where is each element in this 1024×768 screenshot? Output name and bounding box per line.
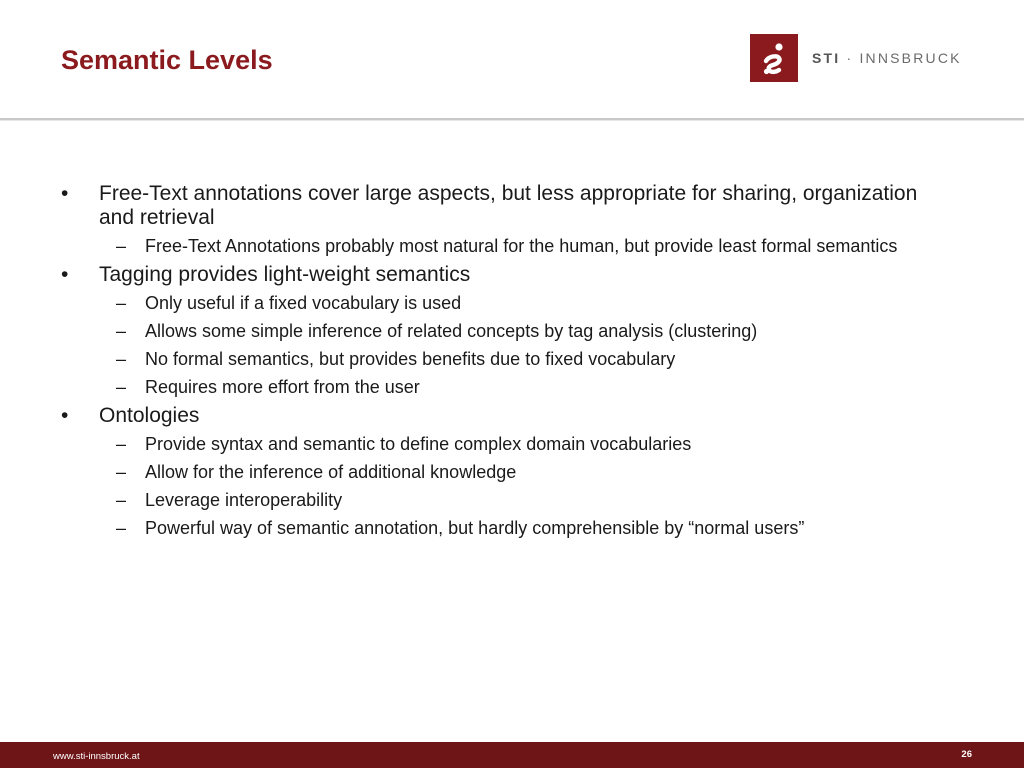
sub-bullet-text: Leverage interoperability — [145, 490, 343, 510]
sub-bullet-item — [0, 433, 1024, 455]
sub-bullet-text: Allows some simple inference of related concepts by tag analysis (clustering) — [145, 321, 758, 341]
sub-bullet-item — [0, 320, 1024, 342]
logo-wordmark — [812, 50, 962, 66]
sub-bullet-marker: – — [116, 321, 127, 341]
sub-bullet-text: Powerful way of semantic annotation, but hardly comprehensible by “normal users” — [145, 518, 805, 538]
sub-bullet-text: Free-Text Annotations probably most natural for the human, but provide least formal semantics — [145, 236, 898, 256]
sub-bullet-item — [0, 292, 1024, 314]
sub-bullet-text: Allow for the inference of additional knowledge — [145, 462, 517, 482]
bullet-item — [0, 182, 1024, 230]
sti-logo-mark-icon — [750, 34, 798, 82]
sti-innsbruck-logo — [750, 34, 962, 82]
sub-bullet-marker: – — [116, 518, 127, 538]
sub-bullet-text: Provide syntax and semantic to define complex domain vocabularies — [145, 434, 692, 454]
footer-bar — [0, 742, 1024, 768]
slide-title: Semantic Levels — [61, 45, 273, 75]
bullet-text: Tagging provides light-weight semantics — [99, 263, 471, 286]
bullet-list — [0, 182, 1024, 545]
sub-bullet-text: Only useful if a fixed vocabulary is used — [145, 293, 462, 313]
sub-bullet-marker: – — [116, 236, 127, 256]
bullet-item — [0, 263, 1024, 287]
bullet-text: Free-Text annotations cover large aspects, but less appropriate for sharing, organization and retrieval — [99, 182, 918, 229]
header-divider — [0, 118, 1024, 120]
bullet-marker: • — [61, 263, 69, 286]
bullet-item — [0, 404, 1024, 428]
logo-wordmark-separator: · — [840, 50, 860, 66]
footer-url-link[interactable]: www.sti-innsbruck.at — [53, 751, 140, 762]
page-number: 26 — [961, 749, 972, 760]
bullet-marker: • — [61, 404, 69, 427]
sub-bullet-item — [0, 517, 1024, 539]
sub-bullet-marker: – — [116, 293, 127, 313]
sub-bullet-item — [0, 376, 1024, 398]
sub-bullet-text: Requires more effort from the user — [145, 377, 420, 397]
sub-bullet-marker: – — [116, 462, 127, 482]
bullet-text: Ontologies — [99, 404, 200, 427]
bullet-marker: • — [61, 182, 69, 205]
sub-bullet-marker: – — [116, 349, 127, 369]
logo-wordmark-innsbruck: INNSBRUCK — [859, 50, 962, 66]
sub-bullet-item — [0, 235, 1024, 257]
logo-wordmark-sti: STI — [812, 50, 841, 66]
sub-bullet-marker: – — [116, 377, 127, 397]
sub-bullet-item — [0, 461, 1024, 483]
sub-bullet-marker: – — [116, 434, 127, 454]
sub-bullet-item — [0, 348, 1024, 370]
sub-bullet-item — [0, 489, 1024, 511]
sub-bullet-marker: – — [116, 490, 127, 510]
sub-bullet-text: No formal semantics, but provides benefits due to fixed vocabulary — [145, 349, 676, 369]
